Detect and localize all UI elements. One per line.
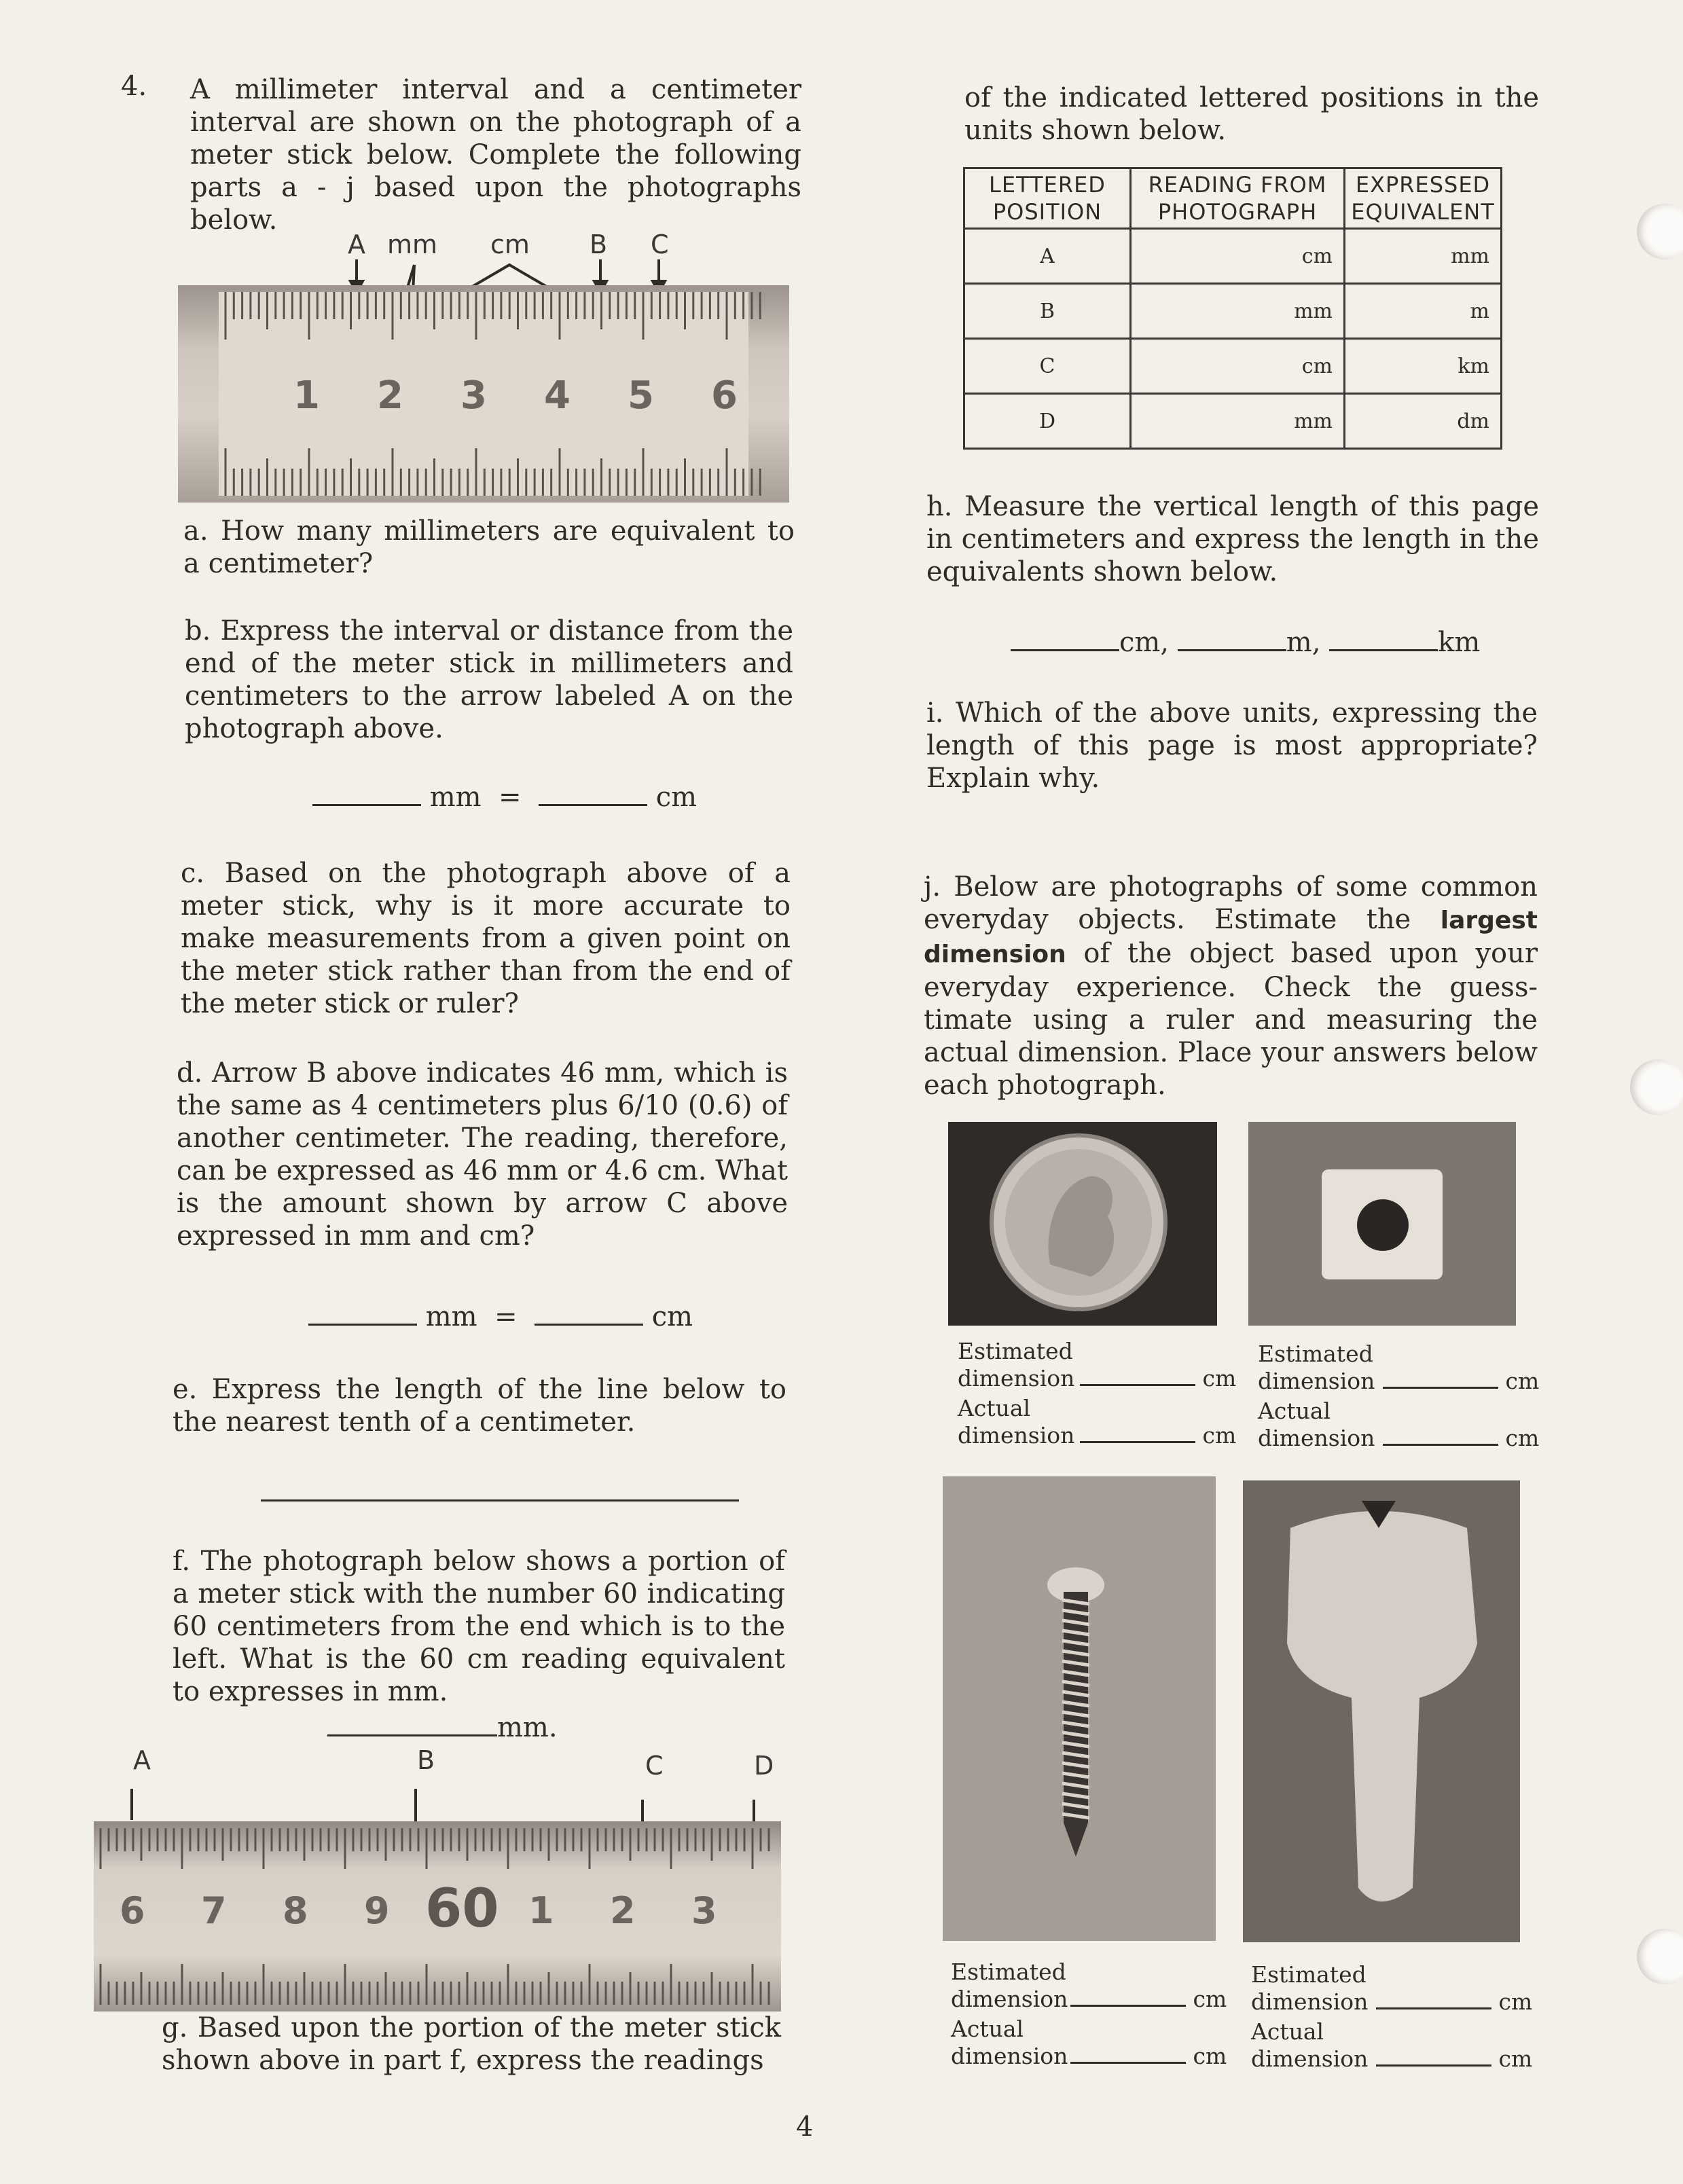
part-c: c. Based on the photograph above of a meter stick, why is it more accurate to make measurements from a given point on the meter stick rather than from the end of the meter stick or ruler? [181,858,791,1019]
part-e-line [261,1499,739,1502]
actual-label: Actual dimension [1258,1398,1375,1451]
part-j-emphasis: largest dimension [924,907,1538,968]
part-j-text-cont: of the object based upon your everyday experience. Check the guess-timate using a ruler and measuring the actual dimension. Place your answers below each photograph. [924,938,1538,1101]
unit-cm: cm, [1119,627,1170,658]
ruler2-num-3: 3 [691,1889,717,1932]
part-g: g. Based upon the portion of the meter stick shown above in part f, express the readings [162,2012,781,2076]
unit-cm: cm [1193,1986,1227,2012]
part-h-answer [1011,626,1554,659]
unit-cm: cm [1202,1422,1237,1449]
actual-label: Actual dimension [1251,2018,1369,2072]
position-cell: C [964,339,1131,394]
part-d-answer [308,1300,716,1333]
unit-mm: mm. [497,1712,558,1743]
equivalent-cell[interactable]: mm [1345,229,1502,284]
unit-cm: cm [1193,2043,1227,2069]
key-photo [1243,1480,1520,1942]
blank-screw-actual[interactable] [1070,2062,1186,2064]
reading-cell[interactable]: cm [1131,339,1345,394]
screw-photo [943,1476,1216,1941]
position-cell: A [964,229,1131,284]
unit-cm: cm [1505,1425,1540,1451]
ruler2-label-b: B [417,1745,435,1775]
reading-cell[interactable]: cm [1131,229,1345,284]
blank-d-mm[interactable] [308,1324,417,1326]
ruler1-num-5: 5 [628,374,654,418]
equivalent-cell[interactable]: m [1345,284,1502,339]
ruler1-label-cm: cm [490,230,530,259]
unit-cm: cm [1498,1988,1533,2015]
binder-hole-middle [1630,1059,1683,1115]
reading-cell[interactable]: mm [1131,284,1345,339]
part-a: a. How many millimeters are equivalent to a centimeter? [183,515,795,579]
equivalent-cell[interactable]: km [1345,339,1502,394]
part-f: f. The photograph below shows a portion of a meter stick with the number 60 indicating 60 centimeters from the end which is to the left. What is the 60 cm reading equivalent to expresses in mm. [173,1546,785,1707]
blank-h-km[interactable] [1329,649,1438,651]
equals-sign: = [494,1301,518,1332]
nut-image [1248,1122,1516,1326]
blank-nut-estimated[interactable] [1383,1387,1498,1389]
ruler2-num-1: 1 [528,1889,554,1932]
table-row [964,339,1502,394]
page-number: 4 [796,2111,814,2143]
blank-h-cm[interactable] [1011,649,1119,651]
part-j-text: j. Below are photographs of some common everyday objects. Estimate the [924,871,1538,935]
meter-stick-photo-2 [94,1821,781,2012]
table-row [964,394,1502,449]
header-lettered-position: LETTERED POSITION [964,168,1131,229]
estimated-label: Estimated dimension [1251,1961,1369,2015]
blank-coin-actual[interactable] [1080,1441,1195,1443]
position-cell: B [964,284,1131,339]
ruler1-label-c: C [651,230,669,259]
ruler2-num-7: 7 [201,1889,227,1932]
blank-b-cm[interactable] [539,804,647,806]
blank-h-m[interactable] [1178,649,1286,651]
coin-image [948,1122,1217,1326]
part-d: d. Arrow B above indicates 46 mm, which is the same as 4 centimeters plus 6/10 (0.6) of another centimeter. The reading, therefore, can be expressed as 46 mm or 4.6 cm. What is the amount shown by arrow C above expressed in mm and cm? [177,1057,788,1252]
unit-cm: cm [1498,2045,1533,2072]
part-e: e. Express the length of the line below to the nearest tenth of a centimeter. [173,1374,786,1438]
question-intro: A millimeter interval and a centimeter interval are shown on the photograph of a meter stick below. Complete the following parts a - j based upon the photographs below. [190,74,801,236]
unit-cm: cm [1505,1368,1540,1394]
unit-m: m, [1286,627,1321,658]
ruler1-num-3: 3 [460,374,487,418]
ruler1-num-6: 6 [711,374,738,418]
header-equivalent: EXPRESSED EQUIVALENT [1345,168,1502,229]
coin-answers [958,1338,1243,1449]
blank-nut-actual[interactable] [1383,1444,1498,1446]
unit-cm: cm [1202,1365,1237,1391]
estimated-label: Estimated dimension [951,1959,1068,2012]
ruler2-num-2: 2 [610,1889,636,1932]
unit-cm: cm [651,1301,693,1332]
actual-label: Actual dimension [958,1395,1075,1449]
table-row [964,229,1502,284]
unit-mm: mm [429,782,482,813]
estimated-label: Estimated dimension [1258,1341,1375,1394]
screw-answers [951,1959,1236,2070]
equivalent-cell[interactable]: dm [1345,394,1502,449]
blank-key-estimated[interactable] [1376,2007,1491,2009]
ruler1-label-mm: mm [387,230,438,259]
blank-key-actual[interactable] [1376,2064,1491,2067]
ruler2-num-8: 8 [283,1889,308,1932]
ruler2-label-a: A [133,1745,151,1775]
unit-mm: mm [425,1301,477,1332]
nut-photo [1248,1122,1516,1326]
ruler2-num-60: 60 [425,1878,499,1940]
table-header-row [964,168,1502,229]
part-j [924,871,1538,1102]
ruler2-label-d: D [754,1751,774,1781]
ruler1-num-2: 2 [377,374,403,418]
screw-image [943,1476,1216,1941]
unit-cm: cm [655,782,698,813]
header-reading: READING FROM PHOTOGRAPH [1131,168,1345,229]
part-b: b. Express the interval or distance from the end of the meter stick in millimeters and centimeters to the arrow labeled A on the photograph above. [185,615,793,744]
ruler2-label-c: C [645,1751,664,1781]
conversion-table [963,167,1502,450]
ruler2-num-6: 6 [120,1889,145,1932]
ruler1-num-4: 4 [544,374,571,418]
equals-sign: = [499,782,522,813]
key-answers [1251,1961,1536,2073]
binder-hole-top [1637,204,1683,259]
position-cell: D [964,394,1131,449]
part-f-answer [327,1711,599,1744]
blank-f-mm[interactable] [327,1734,497,1736]
actual-label: Actual dimension [951,2016,1068,2069]
nut-answers [1258,1341,1543,1452]
ruler1-numbers [178,374,789,418]
blank-coin-estimated[interactable] [1080,1384,1195,1386]
part-i: i. Which of the above units, expressing the length of this page is most appropriate? Explain why. [926,697,1538,794]
unit-km: km [1438,627,1481,658]
binder-hole-bottom [1637,1929,1683,1984]
table-row [964,284,1502,339]
estimated-label: Estimated dimension [958,1338,1075,1391]
blank-b-mm[interactable] [312,804,421,806]
blank-screw-estimated[interactable] [1070,2005,1186,2007]
part-g-continued: of the indicated lettered positions in the units shown below. [964,82,1539,146]
blank-d-cm[interactable] [535,1324,643,1326]
meter-stick-photo-1 [178,285,789,503]
ruler1-label-b: B [590,230,608,259]
part-b-answer [312,781,720,814]
ruler2-num-9: 9 [364,1889,390,1932]
question-number: 4. [121,71,147,102]
key-image [1243,1480,1520,1942]
ruler1-label-a: A [348,230,365,259]
ruler1-num-1: 1 [293,374,320,418]
reading-cell[interactable]: mm [1131,394,1345,449]
coin-photo [948,1122,1217,1326]
part-h: h. Measure the vertical length of this page in centimeters and express the length in the equivalents shown below. [926,491,1539,587]
